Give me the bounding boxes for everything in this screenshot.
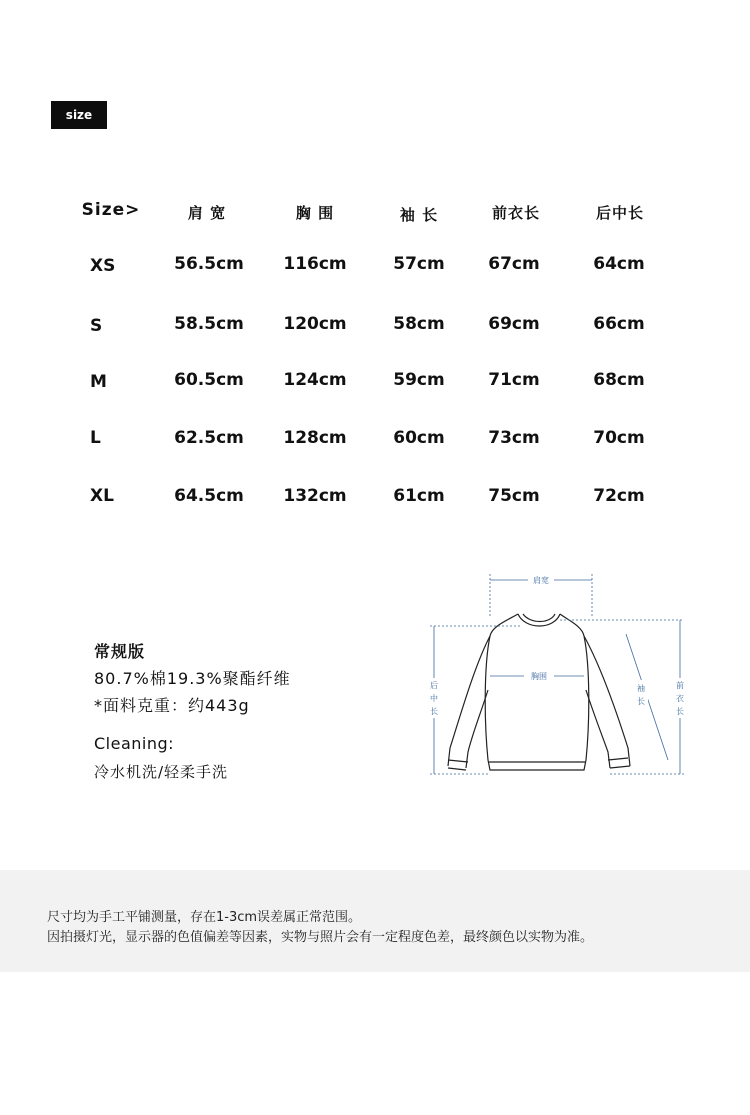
table-cell: 60.5cm bbox=[174, 370, 244, 390]
table-cell: 120cm bbox=[283, 314, 347, 334]
diagram-label-front-length-3: 长 bbox=[676, 707, 684, 716]
measurement-diagram bbox=[420, 570, 690, 785]
sweatshirt-outline bbox=[448, 614, 630, 770]
size-table bbox=[0, 0, 750, 540]
fabric-weight: *面料克重：约443g bbox=[94, 696, 250, 715]
table-cell: 66cm bbox=[593, 314, 645, 334]
table-cell: 58.5cm bbox=[174, 314, 244, 334]
table-cell: 72cm bbox=[593, 486, 645, 506]
table-cell: 70cm bbox=[593, 428, 645, 448]
diagram-label-back-length-3: 长 bbox=[430, 707, 438, 716]
measurement-lines bbox=[430, 574, 684, 774]
diagram-label-sleeve-1: 袖 bbox=[637, 684, 645, 693]
table-cell: 68cm bbox=[593, 370, 645, 390]
table-cell: 132cm bbox=[283, 486, 347, 506]
table-cell: 71cm bbox=[488, 370, 540, 390]
table-header-back-length: 后中长 bbox=[595, 204, 645, 222]
table-cell: 56.5cm bbox=[174, 254, 244, 274]
table-cell: 62.5cm bbox=[174, 428, 244, 448]
table-row-size: XL bbox=[90, 486, 114, 506]
table-cell: 64.5cm bbox=[174, 486, 244, 506]
diagram-label-chest: 胸围 bbox=[531, 672, 547, 681]
table-cell: 73cm bbox=[488, 428, 540, 448]
table-header-chest: 胸 围 bbox=[295, 204, 335, 222]
size-tag: size bbox=[51, 101, 107, 129]
table-header-front-length: 前衣长 bbox=[491, 204, 541, 222]
table-row-size: L bbox=[90, 428, 101, 448]
table-header-size: Size> bbox=[81, 200, 141, 220]
table-cell: 59cm bbox=[393, 370, 445, 390]
diagram-label-shoulder: 肩宽 bbox=[533, 576, 549, 585]
table-cell: 58cm bbox=[393, 314, 445, 334]
product-info bbox=[94, 639, 291, 782]
sweatshirt-diagram bbox=[420, 570, 690, 785]
table-header-sleeve: 袖 长 bbox=[399, 206, 439, 224]
diagram-label-front-length-1: 前 bbox=[676, 681, 684, 690]
table-cell: 69cm bbox=[488, 314, 540, 334]
diagram-label-sleeve-2: 长 bbox=[637, 697, 645, 706]
diagram-label-front-length-2: 衣 bbox=[676, 694, 684, 703]
table-row-size: M bbox=[90, 372, 107, 392]
diagram-label-back-length-2: 中 bbox=[430, 694, 438, 703]
table-cell: 57cm bbox=[393, 254, 445, 274]
cleaning-instructions: 冷水机洗/轻柔手洗 bbox=[94, 763, 229, 781]
diagram-label-back-length-1: 后 bbox=[430, 681, 438, 690]
table-cell: 116cm bbox=[283, 254, 347, 274]
fit-type: 常规版 bbox=[94, 642, 146, 661]
table-cell: 67cm bbox=[488, 254, 540, 274]
footer-notes bbox=[0, 870, 750, 972]
cleaning-title: Cleaning: bbox=[94, 734, 175, 753]
table-row-size: XS bbox=[90, 256, 116, 276]
table-cell: 75cm bbox=[488, 486, 540, 506]
material-composition: 80.7%棉19.3%聚酯纤维 bbox=[94, 669, 291, 688]
measurement-note: 尺寸均为手工平铺测量，存在1-3cm误差属正常范围。 bbox=[47, 910, 362, 925]
table-cell: 64cm bbox=[593, 254, 645, 274]
table-cell: 128cm bbox=[283, 428, 347, 448]
table-row-size: S bbox=[90, 316, 103, 336]
table-header-shoulder: 肩 宽 bbox=[187, 204, 227, 222]
table-cell: 60cm bbox=[393, 428, 445, 448]
table-cell: 61cm bbox=[393, 486, 445, 506]
color-note: 因拍摄灯光，显示器的色值偏差等因素，实物与照片会有一定程度色差，最终颜色以实物为准。 bbox=[47, 930, 594, 945]
table-cell: 124cm bbox=[283, 370, 347, 390]
